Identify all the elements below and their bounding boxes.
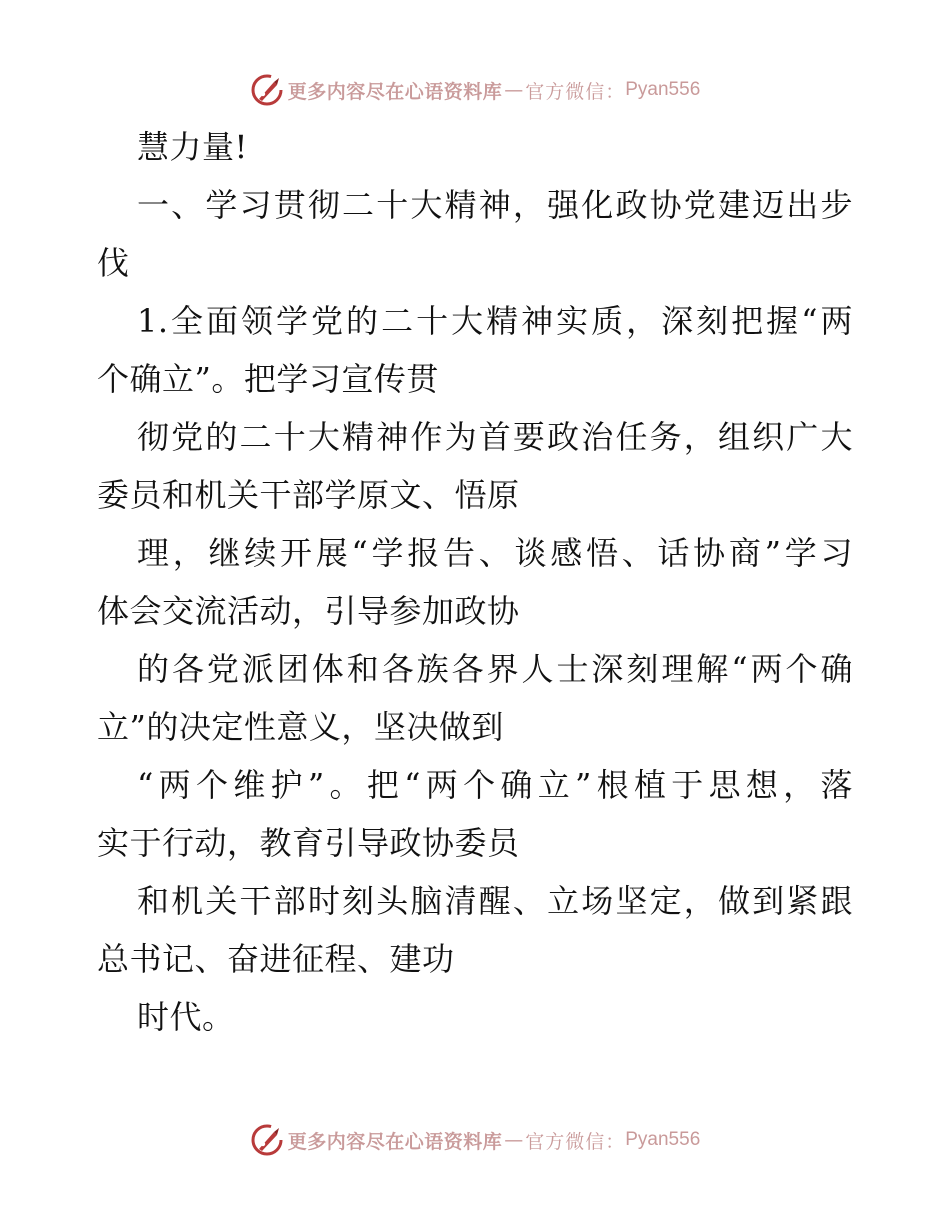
- body-line-10: 的各党派团体和各族各界人士深刻理解“两个确: [137, 650, 853, 688]
- header-watermark: [0, 70, 950, 110]
- body-line-9: 体会交流活动，引导参加政协: [97, 592, 520, 630]
- footer-wechat-id: Pyan556: [625, 1129, 701, 1150]
- body-line-4: 1.全面领学党的二十大精神实质，深刻把握“两: [137, 302, 853, 340]
- footer-brand-text: 更多内容尽在心语资料库: [287, 1130, 503, 1153]
- header-wechat-id: Pyan556: [625, 79, 701, 100]
- header-separator: —: [504, 79, 524, 101]
- body-line-14: 和机关干部时刻头脑清醒、立场坚定，做到紧跟: [137, 882, 853, 920]
- body-line-16: 时代。: [137, 998, 235, 1036]
- section-heading-line-1: 一、学习贯彻二十大精神，强化政协党建迈出步: [137, 186, 853, 224]
- body-line-12: “两个维护”。把“两个确立”根植于思想，落: [137, 766, 853, 804]
- quill-logo-icon: [250, 73, 284, 107]
- body-line-5: 个确立”。把学习宣传贯: [97, 360, 439, 398]
- body-line-11: 立”的决定性意义，坚决做到: [97, 708, 504, 746]
- body-line-13: 实于行动，教育引导政协委员: [97, 824, 520, 862]
- header-official-label: 官方微信：: [525, 80, 626, 103]
- body-line-8: 理，继续开展“学报告、谈感悟、话协商”学习: [137, 534, 853, 572]
- footer-official-label: 官方微信：: [525, 1130, 626, 1153]
- body-line-7: 委员和机关干部学原文、悟原: [97, 476, 520, 514]
- quill-logo-icon: [250, 1123, 284, 1157]
- body-line-15: 总书记、奋进征程、建功: [97, 940, 455, 978]
- header-brand-text: 更多内容尽在心语资料库: [287, 80, 503, 103]
- section-heading-line-2: 伐: [97, 244, 130, 282]
- footer-separator: —: [504, 1129, 524, 1151]
- body-line-6: 彻党的二十大精神作为首要政治任务，组织广大: [137, 418, 853, 456]
- document-body: [97, 118, 853, 1046]
- body-line-1: 慧力量!: [137, 128, 248, 166]
- footer-watermark: [0, 1120, 950, 1160]
